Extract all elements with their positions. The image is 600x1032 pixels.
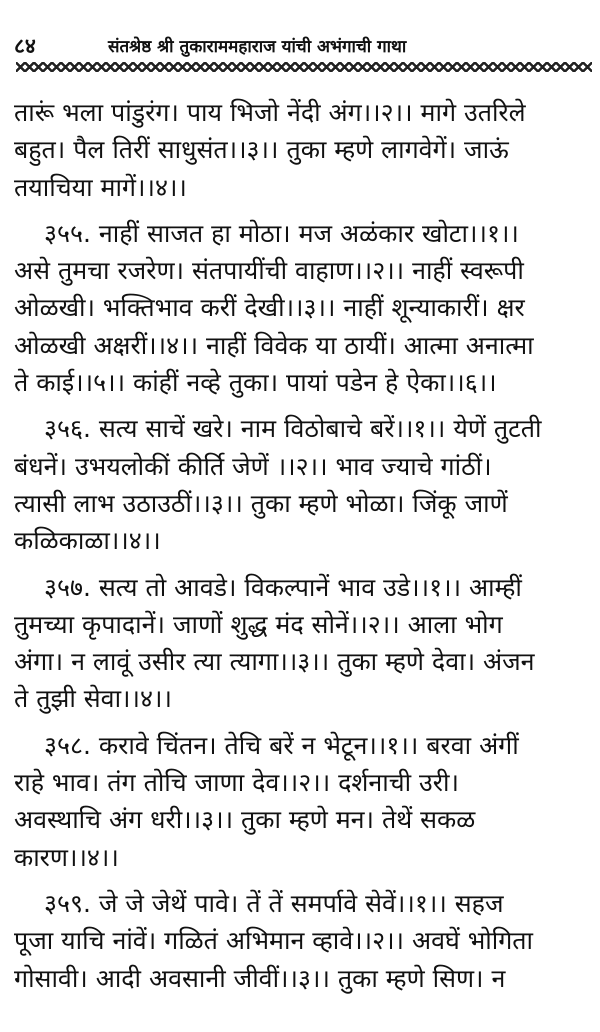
stanza-first-line: ३५९. जे जे जेथें पावे। तें तें समर्पावे सेवें।।१।। सहज <box>44 888 504 918</box>
stanza-first-line: ३५५. नाहीं साजत हा मोठा। मज अळंकार खोटा।।१।। <box>44 218 519 248</box>
running-title: संतश्रेष्ठ श्री तुकाराममहाराज यांची अभंगाची गाथा <box>108 37 407 57</box>
stanza-first-line: ३५७. सत्य तो आवडे। विकल्पानें भाव उडे।।१।। आम्हीं <box>44 572 522 602</box>
text-line: गोसावी। आदी अवसानी जीवीं।।३।। तुका म्हणे सिण। न <box>14 963 506 993</box>
stanza-first-line: ३५८. करावे चिंतन। तेचि बरें न भेटून।।१।। बरवा अंगीं <box>44 730 519 760</box>
stanza-356 <box>0 410 600 559</box>
stanza-357 <box>0 569 600 718</box>
text-line: ओळखी अक्षरीं।।४।। नाहीं विवेक या ठायीं। आत्मा अनात्मा <box>14 330 534 360</box>
text-line: अवस्थाचि अंग धरी।।३।। तुका म्हणे मन। तेथें सकळ <box>14 805 476 835</box>
text-line: असे तुमचा रजरेण। संतपायींची वाहाण।।२।। नाहीं स्वरूपी <box>14 256 524 286</box>
text-line: तुमच्या कृपादानें। जाणों शुद्ध मंद सोनें।।२।। आला भोग <box>14 609 503 639</box>
stanza-first-line: ३५६. सत्य साचें खरे। नाम विठोबाचे बरें।।१।। येणें तुटती <box>44 414 542 444</box>
text-line: पूजा याचि नांवें। गळितं अभिमान व्हावे।।२।। अवघें भोगिता <box>14 926 534 956</box>
page-number: ८४ <box>14 34 36 58</box>
page-content <box>0 94 600 1006</box>
text-line: बहुत। पैल तिरीं साधुसंत।।३।। तुका म्हणे लागवेगें। जाऊं <box>14 135 509 165</box>
text-line: अंगा। न लावूं उसीर त्या त्यागा।।३।। तुका म्हणे देवा। अंजन <box>14 647 535 677</box>
text-line: तारूं भला पांडुरंग। पाय भिजो नेंदी अंग।।२।। मागे उतरिले <box>14 98 526 127</box>
stanza-continued <box>0 94 600 206</box>
text-line: कारण।।४।। <box>14 842 119 872</box>
text-line: राहे भाव। तंग तोचि जाणा देव।।२।। दर्शनाची उरी। <box>14 768 459 798</box>
text-line: ते काई।।५।। कांहीं नव्हे तुका। पायां पडेन हे ऐका।।६।। <box>14 368 497 398</box>
stanza-358 <box>0 727 600 876</box>
text-line: त्यासी लाभ उठाउठीं।।३।। तुका म्हणे भोळा। जिंकू जाणें <box>14 488 508 518</box>
text-line: कळिकाळा।।४।। <box>14 526 161 556</box>
stanza-359 <box>0 885 600 997</box>
page-header <box>0 30 600 60</box>
text-line: ओळखी। भक्तिभाव करीं देखी।।३।। नाहीं शून्याकारीं। क्षर <box>14 293 525 323</box>
text-line: बंधनें। उभयलोकीं कीर्ति जेणें ।।२।। भाव ज्याचे गांठीं। <box>14 451 492 481</box>
decorative-border <box>16 62 592 72</box>
stanza-355 <box>0 215 600 401</box>
text-line: ते तुझी सेवा।।४।। <box>14 684 172 714</box>
text-line: तयाचिया मागें।।४।। <box>14 172 187 202</box>
